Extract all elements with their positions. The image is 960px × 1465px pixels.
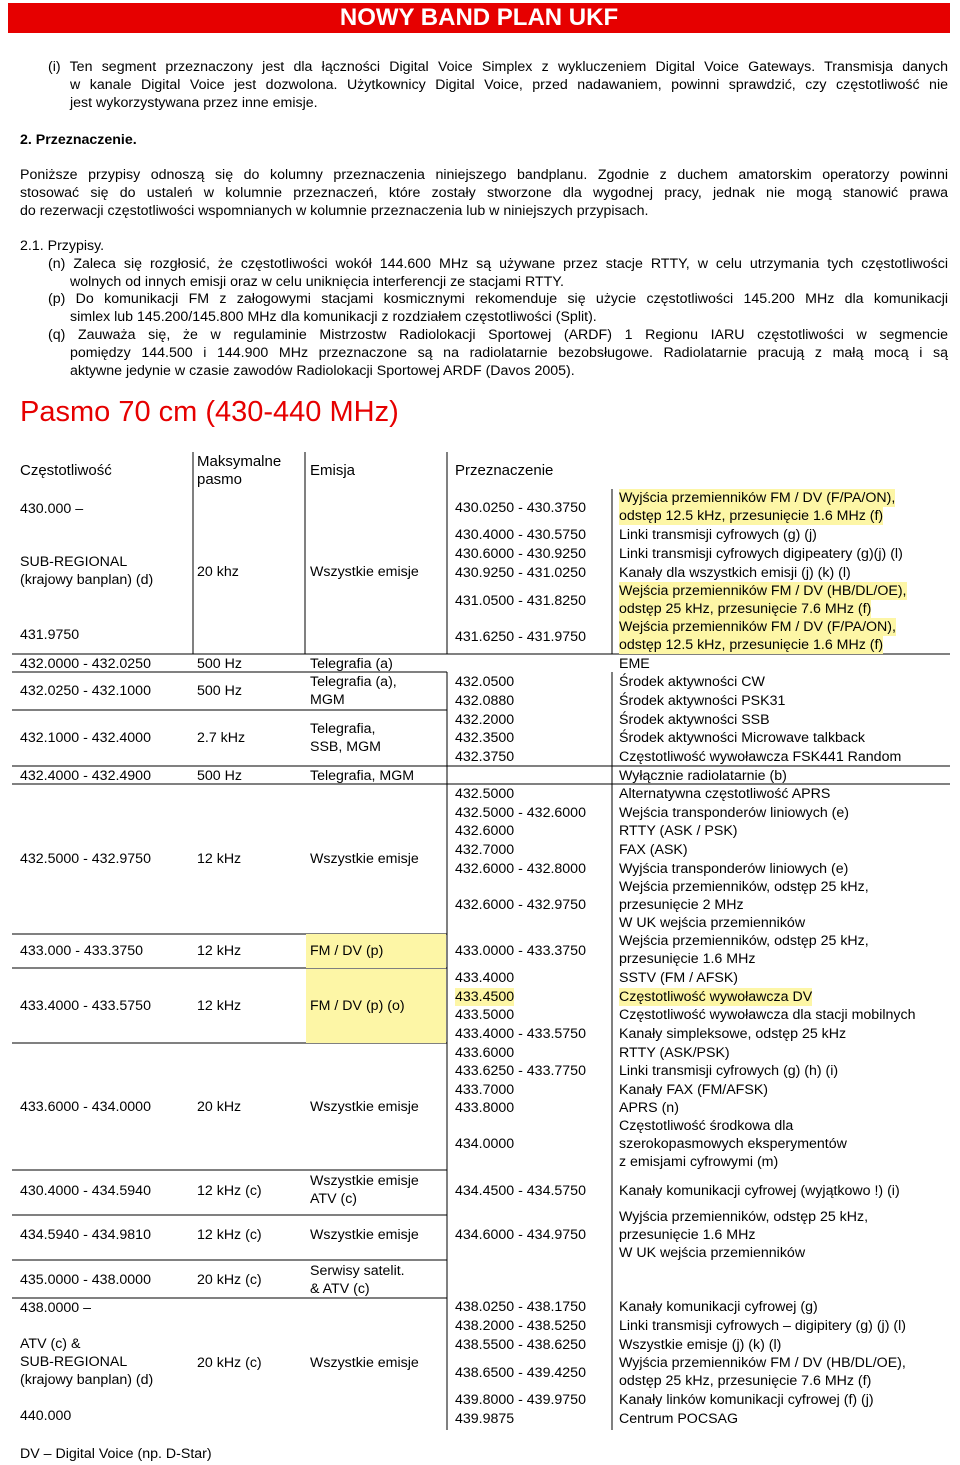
footnote-n-line2: wolnych od innych emisji oraz w celu uniknięcia interferencji ze stacjami RTTY. <box>70 274 564 290</box>
subband-usage-line2: odstęp 25 kHz, przesunięcie 7.6 MHz (f) <box>619 601 872 617</box>
footnote-p-line2: simlex lub 145.200/145.800 MHz dla komunikacji z rozdziałem częstotliwości (Split). <box>70 309 597 325</box>
frequency-cell: 430.4000 - 434.5940 <box>20 1183 151 1199</box>
subband-frequency: 431.0500 - 431.8250 <box>455 593 586 609</box>
mode-cell: Telegrafia (a) <box>310 656 393 672</box>
sub-regional-start: 438.0000 – <box>20 1300 92 1316</box>
subband-usage: Linki transmisji cyfrowych digipeatery (g)(j) (l) <box>619 546 903 562</box>
bandwidth-cell: 500 Hz <box>197 683 242 699</box>
subband-frequency: 432.0880 <box>455 693 515 709</box>
subband-usage-line2: przesunięcie 2 MHz <box>619 897 744 913</box>
frequency-cell: 432.0250 - 432.1000 <box>20 683 151 699</box>
subband-frequency: 438.6500 - 439.4250 <box>455 1365 586 1381</box>
bandwidth-cell: 500 Hz <box>197 768 242 784</box>
frequency-cell: 432.0000 - 432.0250 <box>20 656 151 672</box>
header-bandwidth-line1: Maksymalne <box>197 453 282 470</box>
frequency-cell: 432.5000 - 432.9750 <box>20 851 151 867</box>
subband-frequency-highlighted: 433.4500 <box>455 989 515 1005</box>
subband-frequency: 432.7000 <box>455 842 515 858</box>
subband-usage: Środek aktywności SSB <box>619 712 770 728</box>
subband-frequency: 438.0250 - 438.1750 <box>455 1299 586 1315</box>
subband-usage-line2: przesunięcie 1.6 MHz <box>619 951 756 967</box>
sub-regional-end: 440.000 <box>20 1408 72 1424</box>
subband-usage: FAX (ASK) <box>619 842 688 858</box>
subband-usage: Kanały dla wszystkich emisji (j) (k) (l) <box>619 565 851 581</box>
subband-usage: Wejścia transponderów liniowych (e) <box>619 805 849 821</box>
subband-usage: RTTY (ASK/PSK) <box>619 1045 730 1061</box>
subband-usage: Alternatywna częstotliwość APRS <box>619 786 831 802</box>
subband-usage-line1: Wejścia przemienników FM / DV (HB/DL/OE), <box>619 583 907 599</box>
sub-regional-label: SUB-REGIONAL <box>20 554 128 570</box>
sub-regional-label: SUB-REGIONAL <box>20 1354 128 1370</box>
bandwidth-cell: 20 kHz (c) <box>197 1272 262 1288</box>
subband-frequency: 432.3500 <box>455 730 515 746</box>
header-mode: Emisja <box>310 462 356 479</box>
mode-cell-line1: Telegrafia (a), <box>310 674 397 690</box>
subband-usage-line2: odstęp 12.5 kHz, przesunięcie 1.6 MHz (f) <box>619 637 884 653</box>
subband-usage: Linki transmisji cyfrowych (g) (h) (i) <box>619 1063 839 1079</box>
bandwidth-cell: 20 kHz (c) <box>197 1355 262 1371</box>
sub-regional-start: 430.000 – <box>20 501 84 517</box>
mode-cell-line2: & ATV (c) <box>310 1281 370 1297</box>
frequency-cell: 433.000 - 433.3750 <box>20 943 144 959</box>
footnotes-heading: 2.1. Przypisy. <box>20 238 105 254</box>
subband-usage-line3: W UK wejścia przemienników <box>619 1245 806 1261</box>
subband-frequency: 433.0000 - 433.3750 <box>455 943 586 959</box>
mode-cell-highlighted: FM / DV (p) (o) <box>306 969 446 1043</box>
subband-usage-line1: Wyjścia przemienników FM / DV (HB/DL/OE), <box>619 1355 906 1371</box>
subband-usage-line1: Wejścia przemienników, odstęp 25 kHz, <box>619 933 869 949</box>
subband-frequency: 433.6000 <box>455 1045 515 1061</box>
sub-regional-note: (krajowy banplan) (d) <box>20 572 154 588</box>
subband-frequency: 432.2000 <box>455 712 515 728</box>
header-bandwidth-line2: pasmo <box>197 471 243 488</box>
subband-usage: Kanały komunikacji cyfrowej (g) <box>619 1299 818 1315</box>
sub-regional-end: 431.9750 <box>20 627 80 643</box>
frequency-cell: 435.0000 - 438.0000 <box>20 1272 151 1288</box>
subband-frequency: 432.5000 - 432.6000 <box>455 805 586 821</box>
subband-usage: Środek aktywności Microwave talkback <box>619 730 866 746</box>
subband-usage: Centrum POCSAG <box>619 1411 739 1427</box>
subband-usage-line1: Wejścia przemienników FM / DV (F/PA/ON), <box>619 619 896 635</box>
subband-frequency: 433.8000 <box>455 1100 515 1116</box>
bandwidth-cell: 12 kHz (c) <box>197 1227 262 1243</box>
footnote-q-line1: (q) Zauważa się, że w regulaminie Mistrzostw Radiolokacji Sportowej (ARDF) 1 Regionu IARU częstotliwości w segmencie <box>48 327 948 343</box>
subband-frequency: 432.5000 <box>455 786 515 802</box>
subband-usage-line3: z emisjami cyfrowymi (m) <box>619 1154 779 1170</box>
subband-usage: RTTY (ASK / PSK) <box>619 823 738 839</box>
subband-usage-line2: szerokopasmowych eksperymentów <box>619 1136 847 1152</box>
footnote-p-line1: (p) Do komunikacji FM z załogowymi stacjami kosmicznymi rekomenduje się użycie częstotliwości 145.200 MHz dla komunikacji <box>48 291 948 307</box>
subband-usage-highlighted: Częstotliwość wywoławcza DV <box>619 989 813 1005</box>
atv-label: ATV (c) & <box>20 1336 81 1352</box>
subband-usage-line2: odstęp 25 kHz, przesunięcie 7.6 MHz (f) <box>619 1373 872 1389</box>
footer-note: DV – Digital Voice (np. D-Star) <box>20 1446 212 1462</box>
subband-frequency: 439.9875 <box>455 1411 515 1427</box>
mode-cell: Wszystkie emisje <box>310 1227 419 1243</box>
mode-cell: Telegrafia, MGM <box>310 768 415 784</box>
bandwidth-cell: 20 kHz <box>197 1099 242 1115</box>
subband-usage: Częstotliwość wywoławcza FSK441 Random <box>619 749 902 765</box>
subband-usage-line1: Wyjścia przemienników FM / DV (F/PA/ON), <box>619 490 896 506</box>
subband-frequency: 434.4500 - 434.5750 <box>455 1183 586 1199</box>
subband-usage-line2: odstęp 12.5 kHz, przesunięcie 1.6 MHz (f) <box>619 508 884 524</box>
subband-usage: Wyjścia transponderów liniowych (e) <box>619 861 849 877</box>
page-banner: NOWY BAND PLAN UKF <box>8 3 950 33</box>
subband-frequency: 432.6000 <box>455 823 515 839</box>
subband-frequency: 430.0250 - 430.3750 <box>455 500 586 516</box>
mode-cell-line2: SSB, MGM <box>310 739 381 755</box>
subband-usage-line1: Wejścia przemienników, odstęp 25 kHz, <box>619 879 869 895</box>
subband-usage: Środek aktywności CW <box>619 674 765 690</box>
section-heading: 2. Przeznaczenie. <box>20 132 137 148</box>
subband-frequency: 433.4000 <box>455 970 515 986</box>
frequency-cell: 433.6000 - 434.0000 <box>20 1099 151 1115</box>
footnote-q-line2: pomiędzy 144.500 i 144.900 MHz przeznaczone są na radiolatarnie bezobsługowe. Radiolatarnie pracują z małą mocą i są <box>70 345 948 361</box>
subband-usage-line1: Częstotliwość środkowa dla <box>619 1118 794 1134</box>
subband-frequency: 430.9250 - 431.0250 <box>455 565 586 581</box>
subband-frequency: 432.6000 - 432.9750 <box>455 897 586 913</box>
section-text-line1: Poniższe przypisy odnoszą się do kolumny przeznaczenia niniejszego bandplanu. Zgodnie z duchem amatorskim operatorzy powinni <box>20 167 948 183</box>
mode-cell: Wszystkie emisje <box>310 851 419 867</box>
mode-cell: Wszystkie emisje <box>310 1099 419 1115</box>
subband-usage: SSTV (FM / AFSK) <box>619 970 739 986</box>
subband-usage: Wyłącznie radiolatarnie (b) <box>619 768 787 784</box>
frequency-cell: 432.1000 - 432.4000 <box>20 730 151 746</box>
bandwidth-cell: 12 kHz <box>197 851 242 867</box>
subband-frequency: 432.6000 - 432.8000 <box>455 861 586 877</box>
band-title: Pasmo 70 cm (430-440 MHz) <box>20 396 399 428</box>
bandwidth-cell: 12 kHz <box>197 943 242 959</box>
subband-usage: Środek aktywności PSK31 <box>619 693 786 709</box>
subband-usage: Kanały komunikacji cyfrowej (wyjątkowo !) (i) <box>619 1183 900 1199</box>
subband-usage: EME <box>619 656 650 672</box>
sub-regional-note: (krajowy banplan) (d) <box>20 1372 154 1388</box>
subband-frequency: 430.4000 - 430.5750 <box>455 527 586 543</box>
note-i-line1: (i) Ten segment przeznaczony jest dla łączności Digital Voice Simplex z wykluczeniem Digital Voice Gateways. Transmisja danych <box>48 59 948 75</box>
subband-usage: Kanały simpleksowe, odstęp 25 kHz <box>619 1026 847 1042</box>
bandwidth-cell: 2.7 kHz <box>197 730 246 746</box>
header-frequency: Częstotliwość <box>20 462 112 479</box>
mode-cell-line2: ATV (c) <box>310 1191 358 1207</box>
mode-cell-highlighted: FM / DV (p) <box>306 934 446 968</box>
subband-frequency: 438.5500 - 438.6250 <box>455 1337 586 1353</box>
subband-frequency: 432.0500 <box>455 674 515 690</box>
subband-frequency: 430.6000 - 430.9250 <box>455 546 586 562</box>
mode-cell-line1: Telegrafia, <box>310 721 376 737</box>
subband-usage: Linki transmisji cyfrowych – digipitery (g) (j) (l) <box>619 1318 906 1334</box>
header-usage: Przeznaczenie <box>455 462 554 479</box>
mode-cell-line2: MGM <box>310 692 345 708</box>
subband-frequency: 433.7000 <box>455 1082 515 1098</box>
subband-usage: Kanały linków komunikacji cyfrowej (f) (j) <box>619 1392 874 1408</box>
bandwidth-cell: 12 kHz <box>197 998 242 1014</box>
subband-frequency: 434.6000 - 434.9750 <box>455 1227 586 1243</box>
section-text-line2: stosować się do ustaleń w kolumnie przeznaczeń, które zostały stworzone dla wygodnej pracy, jednak nie mogą stanowić prawa <box>20 185 948 201</box>
mode-cell-line1: Serwisy satelit. <box>310 1263 405 1279</box>
note-i-line3: jest wykorzystywana przez inne emisje. <box>70 95 318 111</box>
bandwidth-cell: 500 Hz <box>197 656 242 672</box>
footnote-q-line3: aktywne jedynie w czasie zawodów Radiolokacji Sportowej ARDF (Davos 2005). <box>70 363 575 379</box>
subband-frequency: 433.4000 - 433.5750 <box>455 1026 586 1042</box>
mode-cell: Wszystkie emisje <box>310 1355 419 1371</box>
section-text-line3: do rezerwacji częstotliwości wspomnianych w kolumnie przeznaczenia lub w niniejszych przypisach. <box>20 203 649 219</box>
subband-frequency: 433.6250 - 433.7750 <box>455 1063 586 1079</box>
subband-usage-line2: przesunięcie 1.6 MHz <box>619 1227 756 1243</box>
subband-frequency: 432.3750 <box>455 749 515 765</box>
footnote-n-line1: (n) Zaleca się rozgłosić, że częstotliwości wokół 144.600 MHz są używane przez stacje RTTY, w celu utrzymania tych częstotliwości <box>48 256 948 272</box>
subband-frequency: 438.2000 - 438.5250 <box>455 1318 586 1334</box>
mode-cell-line1: Wszystkie emisje <box>310 1173 419 1189</box>
subband-usage: Linki transmisji cyfrowych (g) (j) <box>619 527 817 543</box>
subband-frequency: 434.0000 <box>455 1136 515 1152</box>
subband-frequency: 431.6250 - 431.9750 <box>455 629 586 645</box>
mode-cell: Wszystkie emisje <box>310 564 419 580</box>
note-i-line2: w kanale Digital Voice jest dozwolona. Użytkownicy Digital Voice, przed nadawaniem, powinni sprawdzić, czy częstotliwość nie <box>70 77 948 93</box>
subband-usage: Kanały FAX (FM/AFSK) <box>619 1082 769 1098</box>
subband-usage: Wszystkie emisje (j) (k) (l) <box>619 1337 782 1353</box>
frequency-cell: 434.5940 - 434.9810 <box>20 1227 151 1243</box>
bandwidth-cell: 12 kHz (c) <box>197 1183 262 1199</box>
subband-usage-line3: W UK wejścia przemienników <box>619 915 806 931</box>
frequency-cell: 433.4000 - 433.5750 <box>20 998 151 1014</box>
subband-usage: APRS (n) <box>619 1100 679 1116</box>
bandwidth-cell: 20 khz <box>197 564 239 580</box>
subband-frequency: 439.8000 - 439.9750 <box>455 1392 586 1408</box>
subband-usage-line1: Wyjścia przemienników, odstęp 25 kHz, <box>619 1209 869 1225</box>
frequency-cell: 432.4000 - 432.4900 <box>20 768 151 784</box>
subband-frequency: 433.5000 <box>455 1007 515 1023</box>
subband-usage: Częstotliwość wywoławcza dla stacji mobilnych <box>619 1007 916 1023</box>
